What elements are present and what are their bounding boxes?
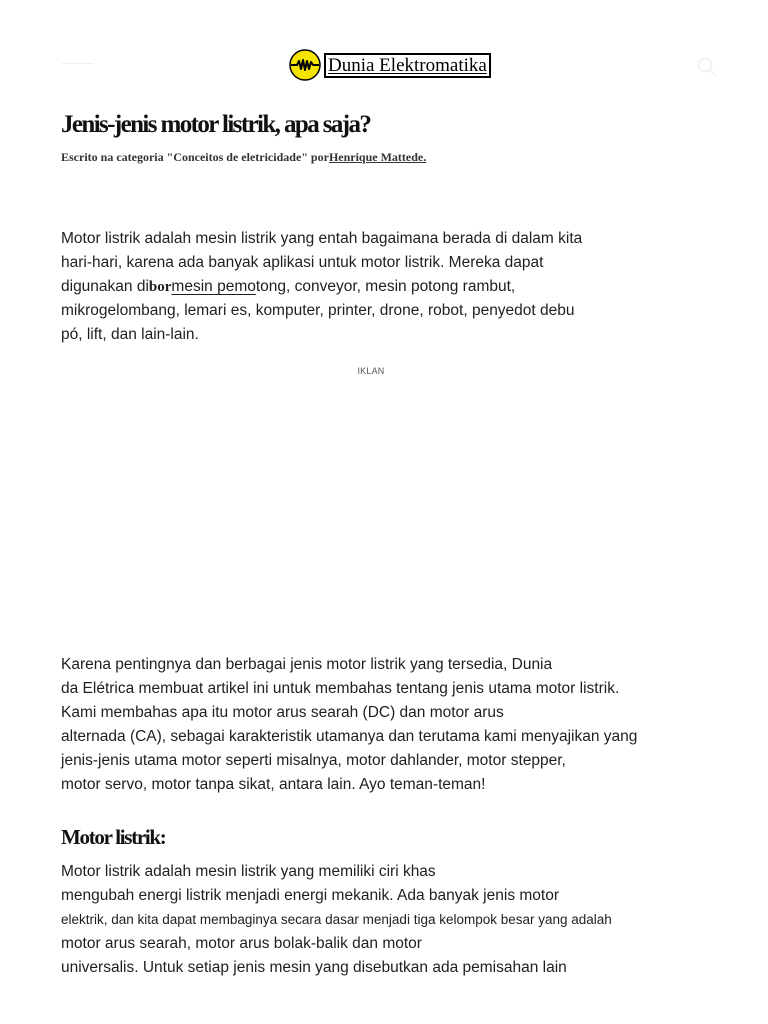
- article-title: Jenis-jenis motor listrik, apa saja?: [61, 111, 371, 138]
- intro-paragraph: [61, 227, 582, 347]
- body-paragraph: [61, 860, 612, 980]
- waveform-logo-icon: [289, 49, 321, 81]
- search-icon: [695, 55, 719, 79]
- menu-icon: [62, 63, 94, 64]
- body-paragraph: [61, 653, 637, 797]
- body-line: elektrik, dan kita dapat membaginya secara dasar menjadi tiga kelompok besar yang adalah: [61, 912, 612, 927]
- ad-slot: [61, 385, 681, 635]
- intro-line: pó, lift, dan lain-lain.: [61, 326, 199, 343]
- ad-label: IKLAN: [357, 366, 385, 376]
- body-line: da Elétrica membuat artikel ini untuk membahas tentang jenis utama motor listrik.: [61, 680, 620, 697]
- body-line: Karena pentingnya dan berbagai jenis motor listrik yang tersedia, Dunia: [61, 656, 553, 673]
- body-line: universalis. Untuk setiap jenis mesin yang disebutkan ada pemisahan lain: [61, 959, 567, 976]
- body-line: motor servo, motor tanpa sikat, antara lain. Ayo teman-teman!: [61, 776, 486, 793]
- mesin-pemotong-link[interactable]: mesin pemo: [171, 278, 256, 295]
- body-line: mengubah energi listrik menjadi energi mekanik. Ada banyak jenis motor: [61, 887, 559, 904]
- body-line: jenis-jenis utama motor seperti misalnya, motor dahlander, motor stepper,: [61, 752, 566, 769]
- section-heading: Motor listrik:: [61, 825, 166, 849]
- meta-category-text: Escrito na categoria "Conceitos de eletricidade" por: [61, 150, 329, 164]
- site-header: [0, 0, 768, 100]
- author-link[interactable]: Henrique Mattede.: [328, 150, 427, 164]
- bor-link-text: bor: [148, 279, 172, 295]
- intro-line: hari-hari, karena ada banyak aplikasi untuk motor listrik. Mereka dapat: [61, 254, 544, 271]
- intro-line: mikrogelombang, lemari es, komputer, printer, drone, robot, penyedot debu: [61, 302, 575, 319]
- body-line: Motor listrik adalah mesin listrik yang memiliki ciri khas: [61, 863, 436, 880]
- intro-line: Motor listrik adalah mesin listrik yang entah bagaimana berada di dalam kita: [61, 230, 583, 247]
- search-button[interactable]: [695, 55, 719, 79]
- intro-text: tong, conveyor, mesin potong rambut,: [255, 278, 516, 295]
- body-line: Kami membahas apa itu motor arus searah (DC) dan motor arus: [61, 704, 504, 721]
- intro-text: digunakan di: [61, 278, 149, 295]
- site-logo-link[interactable]: [289, 48, 491, 82]
- intro-line: [61, 275, 582, 299]
- site-name[interactable]: Dunia Elektromatika: [324, 53, 491, 78]
- menu-button[interactable]: [62, 63, 94, 69]
- article-meta: [61, 150, 456, 165]
- body-line: motor arus searah, motor arus bolak-balik dan motor: [61, 935, 422, 952]
- body-line: alternada (CA), sebagai karakteristik utamanya dan terutama kami menyajikan yang: [61, 728, 638, 745]
